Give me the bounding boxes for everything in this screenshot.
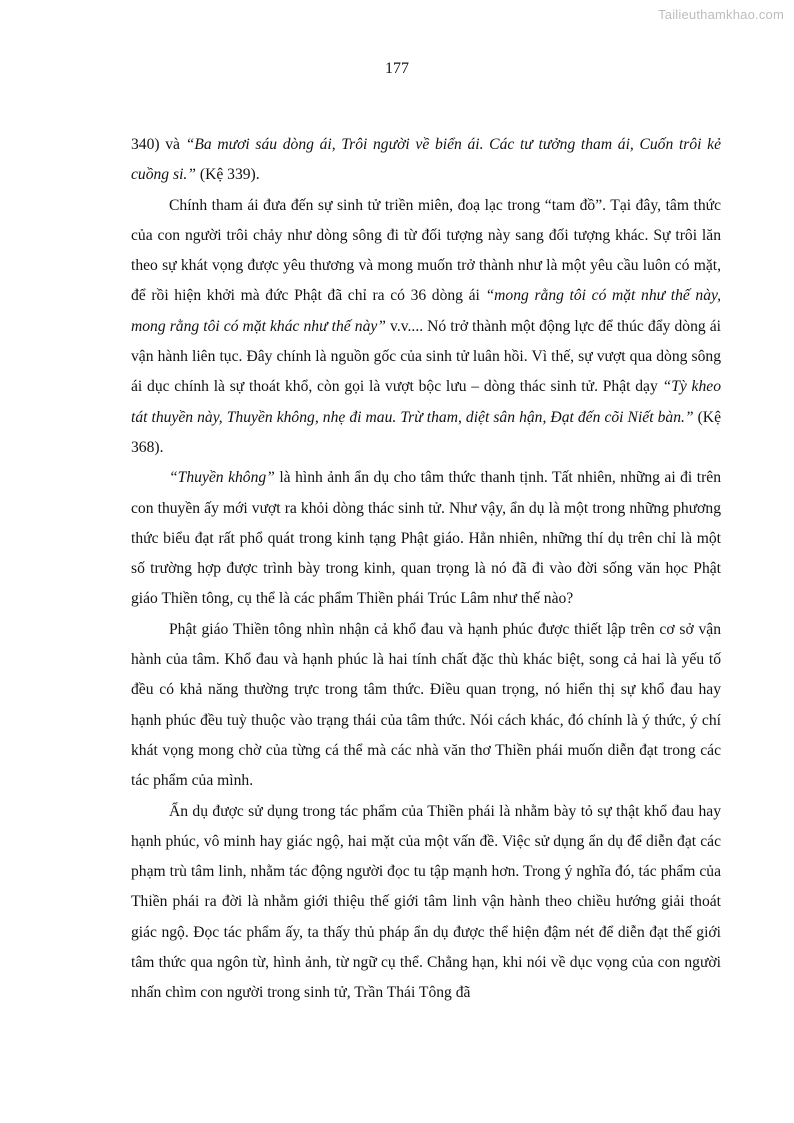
paragraph (131, 615, 721, 797)
quoted-text: “mong rằng tôi có mặt như thế này, mong rằng tôi có mặt khác như thế này” (131, 287, 721, 335)
paragraph-text: Phật giáo Thiền tông nhìn nhận cả khổ đau và hạnh phúc được thiết lập trên cơ sở vận hành của tâm. Khổ đau và hạnh phúc là hai tính chất đặc thù khác biệt, song cả hai là yếu tố đều có khả năng thường trực trong tâm thức. Điều quan trọng, nó hiển thị sự khổ đau hay hạnh phúc đều tuỳ thuộc vào trạng thái của tâm thức. Nói cách khác, đó chính là ý thức, ý chí khát vọng mong chờ của từng cá thể mà các nhà văn thơ Thiền phái muốn diễn đạt trong các tác phẩm của mình. (131, 620, 721, 790)
paragraph-text: (Kệ 339). (195, 166, 260, 184)
quoted-text: “Tỳ kheo tát thuyền này, Thuyền không, nhẹ đi mau. Trừ tham, diệt sân hận, Đạt đến cõi Niết bàn.” (131, 378, 721, 426)
quoted-text: “Ba mươi sáu dòng ái, Trôi người về biển ái. Các tư tưởng tham ái, Cuốn trôi kẻ cuồng si.” (131, 136, 721, 184)
paragraph-text: v.v.... Nó trở thành một động lực để thúc đẩy dòng ái vận hành liên tục. Đây chính là nguồn gốc của sinh tử luân hồi. Vì thế, sự vượt qua dòng sông ái dục chính là sự thoát khổ, còn gọi là vượt bộc lưu – dòng thác sinh tử. Phật dạy (131, 317, 721, 396)
paragraph-text: là hình ảnh ẩn dụ cho tâm thức thanh tịnh. Tất nhiên, những ai đi trên con thuyền ấy mới vượt ra khỏi dòng thác sinh tử. Như vậy, ẩn dụ là một trong những phương thức biểu đạt rất phổ quát trong kinh tạng Phật giáo. Hẳn nhiên, những thí dụ trên chỉ là một số trường hợp được trình bày trong kinh, quan trọng là nó đã đi vào đời sống văn học Phật giáo Thiền tông, cụ thể là các phẩm Thiền phái Trúc Lâm như thế nào? (131, 469, 722, 608)
quoted-text: “Thuyền không” (169, 469, 275, 487)
paragraph-text: Chính tham ái đưa đến sự sinh tử triền miên, đoạ lạc trong “tam đồ”. Tại đây, tâm thức của con người trôi chảy như dòng sông đi từ đối tượng này sang đối tượng khác. Sự trôi lăn theo sự khát vọng được yêu thương và mong muốn trở thành như là một yêu cầu luôn có mặt, để rồi hiện khởi mà đức Phật đã chỉ ra có 36 dòng ái (131, 196, 721, 305)
paragraph (131, 797, 721, 1009)
watermark-text: Tailieuthamkhao.com (658, 7, 784, 22)
paragraph-text: Ẩn dụ được sử dụng trong tác phẩm của Thiền phái là nhằm bày tỏ sự thật khổ đau hay hạnh phúc, vô minh hay giác ngộ, hai mặt của một vấn đề. Việc sử dụng ẩn dụ để diễn đạt các phạm trù tâm linh, nhằm tác động người đọc tu tập mạnh hơn. Trong ý nghĩa đó, tác phẩm của Thiền phái ra đời là nhằm giới thiệu thế giới tâm linh vận hành theo chiều hướng giải thoát giác ngộ. Đọc tác phẩm ấy, ta thấy thủ pháp ẩn dụ được thể hiện đậm nét để diễn đạt thế giới tâm thức qua ngôn từ, hình ảnh, từ ngữ cụ thể. Chẳng hạn, khi nói về dục vọng của con người nhấn chìm con người trong sinh tử, Trần Thái Tông đã (131, 802, 721, 1002)
paragraph (131, 463, 721, 614)
page-number: 177 (385, 60, 409, 77)
paragraph (131, 191, 721, 464)
body-text (131, 130, 721, 1009)
paragraph-text: 340) và (131, 136, 186, 153)
paragraph (131, 130, 721, 191)
paragraph-text: (Kệ 368). (131, 408, 721, 456)
